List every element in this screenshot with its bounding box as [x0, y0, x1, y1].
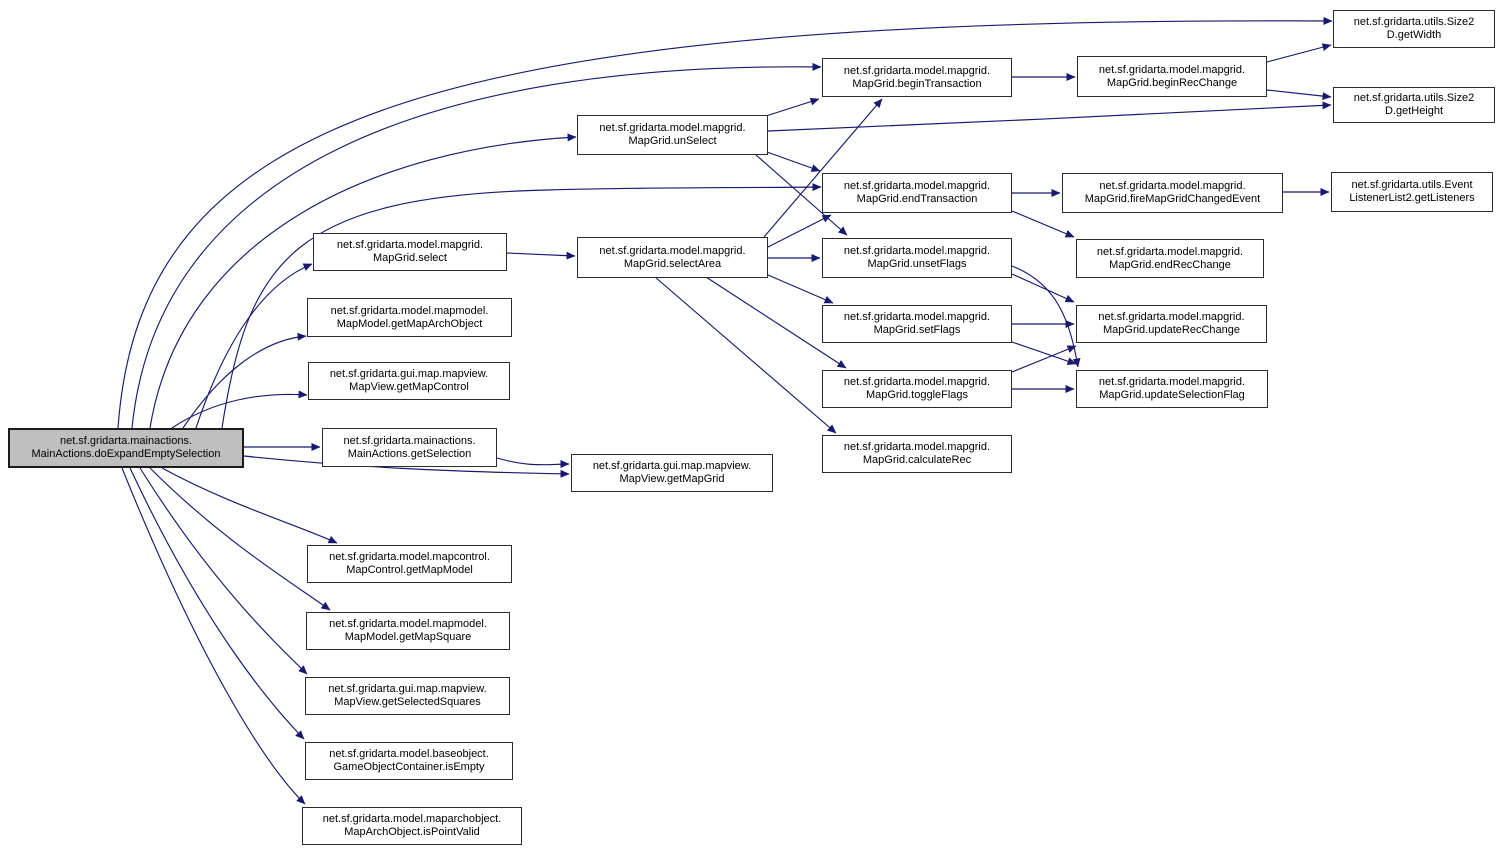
node-label-line: MapGrid.fireMapGridChangedEvent [1084, 193, 1261, 205]
graph-node-setFlags[interactable] [822, 305, 1012, 343]
node-label-line: net.sf.gridarta.gui.map.mapview. [329, 368, 489, 380]
graph-node-main [8, 428, 244, 468]
graph-node-getMapGrid[interactable] [571, 454, 773, 492]
graph-node-fireMapGridChangedEvent[interactable] [1062, 173, 1283, 213]
node-label-line: MapGrid.calculateRec [862, 454, 972, 466]
graph-node-getMapArchObject[interactable] [307, 298, 512, 337]
node-label-line: net.sf.gridarta.model.mapmodel. [329, 618, 487, 630]
graph-node-endTransaction[interactable] [822, 173, 1012, 213]
node-label-line: net.sf.gridarta.model.mapgrid. [843, 245, 991, 257]
graph-node-selectArea[interactable] [577, 237, 768, 278]
node-label-line: MapGrid.updateSelectionFlag [1099, 389, 1245, 401]
node-label-line: MapGrid.endRecChange [1109, 258, 1231, 271]
node-label-line: MapGrid.beginRecChange [1106, 76, 1238, 89]
node-label-line: net.sf.gridarta.model.mapcontrol. [329, 551, 490, 563]
graph-node-getMapModel[interactable] [307, 545, 512, 583]
node-label-line: net.sf.gridarta.mainactions. [59, 435, 193, 447]
node-label-line: MainActions.doExpandEmptySelection [31, 448, 221, 460]
node-label-line: MainActions.getSelection [347, 447, 472, 460]
node-label-line: MapGrid.unsetFlags [867, 258, 967, 270]
node-label-line: net.sf.gridarta.model.mapgrid. [843, 311, 991, 323]
graph-node-getMapSquare[interactable] [306, 612, 510, 650]
graph-node-updateRecChange[interactable] [1076, 305, 1267, 343]
node-label-line: D.getWidth [1386, 29, 1442, 41]
graph-node-calculateRec[interactable] [822, 435, 1012, 473]
node-label-line: ListenerList2.getListeners [1349, 192, 1475, 204]
graph-node-isPointValid[interactable] [302, 807, 522, 845]
node-label-line: net.sf.gridarta.utils.Size2 [1353, 92, 1475, 104]
node-label-line: MapGrid.toggleFlags [865, 389, 969, 401]
node-label-line: MapGrid.unSelect [628, 135, 717, 147]
graph-node-getSelectedSquares[interactable] [305, 677, 510, 715]
graph-node-getHeight[interactable] [1333, 87, 1495, 123]
node-label-line: net.sf.gridarta.model.mapgrid. [599, 244, 746, 257]
node-label-line: MapModel.getMapSquare [344, 631, 472, 643]
node-label-line: net.sf.gridarta.model.mapgrid. [843, 441, 991, 453]
node-label-line: D.getHeight [1384, 105, 1444, 117]
node-label-line: MapGrid.setFlags [873, 324, 961, 336]
node-label-line: net.sf.gridarta.utils.Size2 [1353, 16, 1475, 28]
graph-node-getSelection[interactable] [322, 428, 497, 467]
node-label-line: net.sf.gridarta.model.mapgrid. [1096, 245, 1244, 258]
graph-node-beginTransaction[interactable] [822, 58, 1012, 97]
node-label-line: MapModel.getMapArchObject [336, 317, 483, 330]
node-label-line: GameObjectContainer.isEmpty [333, 761, 485, 773]
node-label-line: MapView.getMapControl [349, 381, 469, 393]
graph-node-getListeners[interactable] [1331, 172, 1493, 212]
graph-node-isEmpty[interactable] [305, 742, 513, 780]
graph-node-unsetFlags[interactable] [822, 238, 1012, 278]
node-label-line: net.sf.gridarta.model.baseobject. [329, 748, 489, 760]
graph-node-updateSelectionFlag[interactable] [1076, 370, 1268, 408]
graph-node-beginRecChange[interactable] [1077, 56, 1267, 97]
node-label-line: net.sf.gridarta.model.mapgrid. [336, 239, 484, 251]
node-label-line: MapGrid.updateRecChange [1103, 324, 1240, 336]
node-label-line: net.sf.gridarta.model.maparchobject. [322, 813, 502, 825]
node-label-line: MapGrid.select [373, 252, 447, 264]
node-label-line: net.sf.gridarta.utils.Event [1351, 179, 1473, 191]
graph-node-getWidth[interactable] [1333, 10, 1495, 48]
node-label-line: MapControl.getMapModel [346, 564, 473, 576]
graph-node-endRecChange[interactable] [1076, 239, 1264, 278]
node-label-line: MapGrid.selectArea [623, 257, 722, 270]
node-label-line: net.sf.gridarta.model.mapgrid. [1098, 376, 1246, 388]
node-label-line: net.sf.gridarta.gui.map.mapview. [328, 683, 487, 695]
node-label-line: net.sf.gridarta.model.mapgrid. [843, 376, 991, 388]
node-label-line: net.sf.gridarta.model.mapgrid. [843, 64, 991, 77]
node-label-line: MapGrid.endTransaction [856, 193, 978, 205]
node-label-line: MapView.getSelectedSquares [334, 696, 481, 708]
node-label-line: MapGrid.beginTransaction [852, 77, 982, 90]
node-label-line: net.sf.gridarta.model.mapgrid. [1099, 180, 1246, 192]
graph-node-select[interactable] [313, 233, 507, 271]
node-label-line: net.sf.gridarta.model.mapgrid. [1098, 311, 1245, 323]
graph-node-getMapControl[interactable] [308, 362, 510, 400]
node-label-line: net.sf.gridarta.mainactions. [343, 434, 476, 447]
node-label-line: net.sf.gridarta.model.mapmodel. [330, 304, 489, 317]
graph-node-unSelect[interactable] [577, 115, 768, 155]
node-label-line: MapArchObject.isPointValid [344, 826, 480, 838]
node-label-line: net.sf.gridarta.model.mapgrid. [843, 180, 991, 192]
node-label-line: net.sf.gridarta.gui.map.mapview. [592, 460, 752, 472]
graph-node-toggleFlags[interactable] [822, 370, 1012, 408]
node-label-line: MapView.getMapGrid [619, 473, 725, 485]
node-label-line: net.sf.gridarta.model.mapgrid. [599, 122, 746, 134]
node-label-line: net.sf.gridarta.model.mapgrid. [1098, 63, 1246, 76]
